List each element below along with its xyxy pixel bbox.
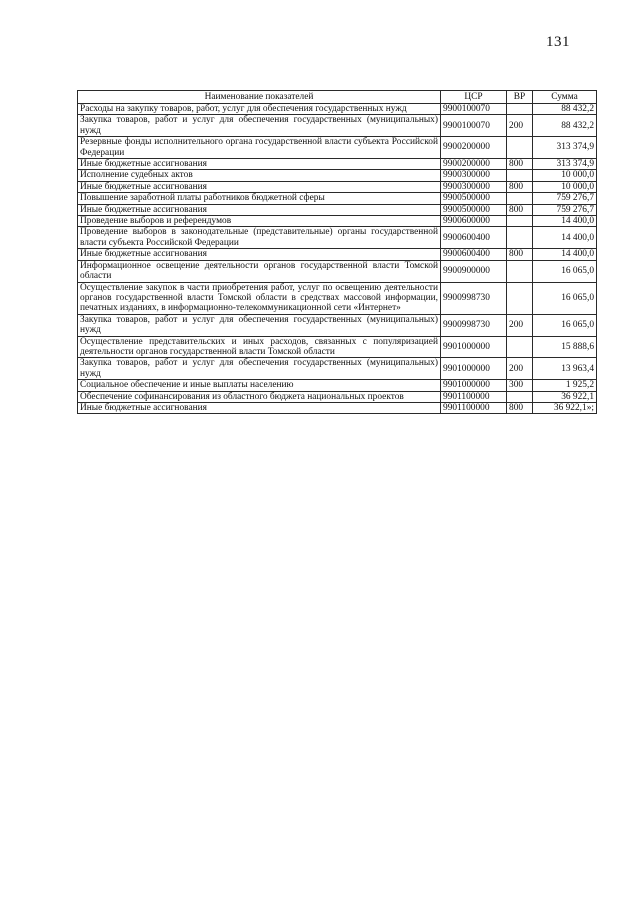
cell-name: Осуществление представительских и иных расходов, связанных с популяризацией деятельности органов государственной власти Томской области xyxy=(78,336,441,358)
cell-sum: 36 922,1»; xyxy=(533,402,597,413)
cell-csr: 9900600400 xyxy=(441,227,507,249)
cell-csr: 9901000000 xyxy=(441,336,507,358)
table-header-row xyxy=(78,91,597,104)
cell-csr: 9900900000 xyxy=(441,260,507,282)
cell-csr: 9901100000 xyxy=(441,402,507,413)
cell-vr: 800 xyxy=(507,402,533,413)
cell-vr: 200 xyxy=(507,358,533,380)
cell-sum: 36 922,1 xyxy=(533,391,597,402)
table-row xyxy=(78,391,597,402)
cell-csr: 9901100000 xyxy=(441,391,507,402)
table-row xyxy=(78,115,597,137)
cell-vr: 300 xyxy=(507,380,533,391)
cell-sum: 16 065,0 xyxy=(533,314,597,336)
header-name: Наименование показателей xyxy=(78,91,441,104)
cell-name: Социальное обеспечение и иные выплаты населению xyxy=(78,380,441,391)
table-body xyxy=(78,104,597,414)
cell-name: Закупка товаров, работ и услуг для обеспечения государственных (муниципальных) нужд xyxy=(78,314,441,336)
cell-sum: 1 925,2 xyxy=(533,380,597,391)
cell-csr: 9900998730 xyxy=(441,282,507,314)
cell-csr: 9900300000 xyxy=(441,170,507,181)
table-row xyxy=(78,159,597,170)
page-number: 131 xyxy=(546,34,570,50)
cell-csr: 9900998730 xyxy=(441,314,507,336)
cell-sum: 14 400,0 xyxy=(533,216,597,227)
cell-vr xyxy=(507,391,533,402)
cell-name: Резервные фонды исполнительного органа государственной власти субъекта Российской Федерации xyxy=(78,137,441,159)
cell-csr: 9900300000 xyxy=(441,181,507,192)
cell-csr: 9900500000 xyxy=(441,193,507,204)
cell-csr: 9900100070 xyxy=(441,115,507,137)
table-row xyxy=(78,249,597,260)
cell-vr xyxy=(507,193,533,204)
cell-sum: 16 065,0 xyxy=(533,282,597,314)
table-row xyxy=(78,336,597,358)
table-row xyxy=(78,282,597,314)
cell-sum: 14 400,0 xyxy=(533,227,597,249)
cell-name: Осуществление закупок в части приобретения работ, услуг по освещению деятельности органов государственной власти Томской области в средствах массовой информации, печатных изданиях, в информационно-телекоммуникационной сети «Интернет» xyxy=(78,282,441,314)
cell-name: Иные бюджетные ассигнования xyxy=(78,402,441,413)
cell-name: Обеспечение софинансирования из областного бюджета национальных проектов xyxy=(78,391,441,402)
header-csr: ЦСР xyxy=(441,91,507,104)
cell-vr xyxy=(507,170,533,181)
cell-name: Проведение выборов и референдумов xyxy=(78,216,441,227)
cell-csr: 9900200000 xyxy=(441,159,507,170)
cell-sum: 16 065,0 xyxy=(533,260,597,282)
cell-sum: 759 276,7 xyxy=(533,193,597,204)
table-row xyxy=(78,216,597,227)
cell-name: Закупка товаров, работ и услуг для обеспечения государственных (муниципальных) нужд xyxy=(78,358,441,380)
cell-name: Иные бюджетные ассигнования xyxy=(78,204,441,215)
cell-name: Закупка товаров, работ и услуг для обеспечения государственных (муниципальных) нужд xyxy=(78,115,441,137)
cell-csr: 9901000000 xyxy=(441,380,507,391)
table-row xyxy=(78,380,597,391)
table-row xyxy=(78,137,597,159)
cell-sum: 313 374,9 xyxy=(533,159,597,170)
cell-name: Иные бюджетные ассигнования xyxy=(78,181,441,192)
cell-name: Информационное освещение деятельности органов государственной власти Томской области xyxy=(78,260,441,282)
cell-vr: 200 xyxy=(507,314,533,336)
cell-vr xyxy=(507,137,533,159)
cell-sum: 10 000,0 xyxy=(533,170,597,181)
cell-csr: 9900600000 xyxy=(441,216,507,227)
cell-sum: 88 432,2 xyxy=(533,104,597,115)
cell-csr: 9900200000 xyxy=(441,137,507,159)
cell-name: Проведение выборов в законодательные (представительные) органы государственной власти субъекта Российской Федерации xyxy=(78,227,441,249)
cell-vr xyxy=(507,216,533,227)
cell-csr: 9901000000 xyxy=(441,358,507,380)
cell-vr: 200 xyxy=(507,115,533,137)
header-vr: ВР xyxy=(507,91,533,104)
cell-sum: 313 374,9 xyxy=(533,137,597,159)
table-row xyxy=(78,104,597,115)
table-row xyxy=(78,193,597,204)
cell-vr: 800 xyxy=(507,249,533,260)
table-row xyxy=(78,181,597,192)
cell-vr: 800 xyxy=(507,204,533,215)
cell-name: Повышение заработной платы работников бюджетной сферы xyxy=(78,193,441,204)
table-row xyxy=(78,204,597,215)
cell-sum: 13 963,4 xyxy=(533,358,597,380)
cell-name: Иные бюджетные ассигнования xyxy=(78,159,441,170)
cell-sum: 14 400,0 xyxy=(533,249,597,260)
cell-sum: 759 276,7 xyxy=(533,204,597,215)
cell-sum: 15 888,6 xyxy=(533,336,597,358)
cell-csr: 9900600400 xyxy=(441,249,507,260)
table-row xyxy=(78,314,597,336)
table-row xyxy=(78,402,597,413)
table-row xyxy=(78,358,597,380)
table-row xyxy=(78,170,597,181)
cell-name: Исполнение судебных актов xyxy=(78,170,441,181)
cell-vr xyxy=(507,282,533,314)
table-row xyxy=(78,260,597,282)
table-row xyxy=(78,227,597,249)
cell-sum: 10 000,0 xyxy=(533,181,597,192)
cell-csr: 9900100070 xyxy=(441,104,507,115)
header-sum: Сумма xyxy=(533,91,597,104)
cell-vr xyxy=(507,336,533,358)
cell-name: Расходы на закупку товаров, работ, услуг для обеспечения государственных нужд xyxy=(78,104,441,115)
cell-vr xyxy=(507,260,533,282)
cell-csr: 9900500000 xyxy=(441,204,507,215)
cell-sum: 88 432,2 xyxy=(533,115,597,137)
cell-vr: 800 xyxy=(507,159,533,170)
cell-vr: 800 xyxy=(507,181,533,192)
cell-name: Иные бюджетные ассигнования xyxy=(78,249,441,260)
cell-vr xyxy=(507,227,533,249)
cell-vr xyxy=(507,104,533,115)
budget-table xyxy=(77,90,597,414)
